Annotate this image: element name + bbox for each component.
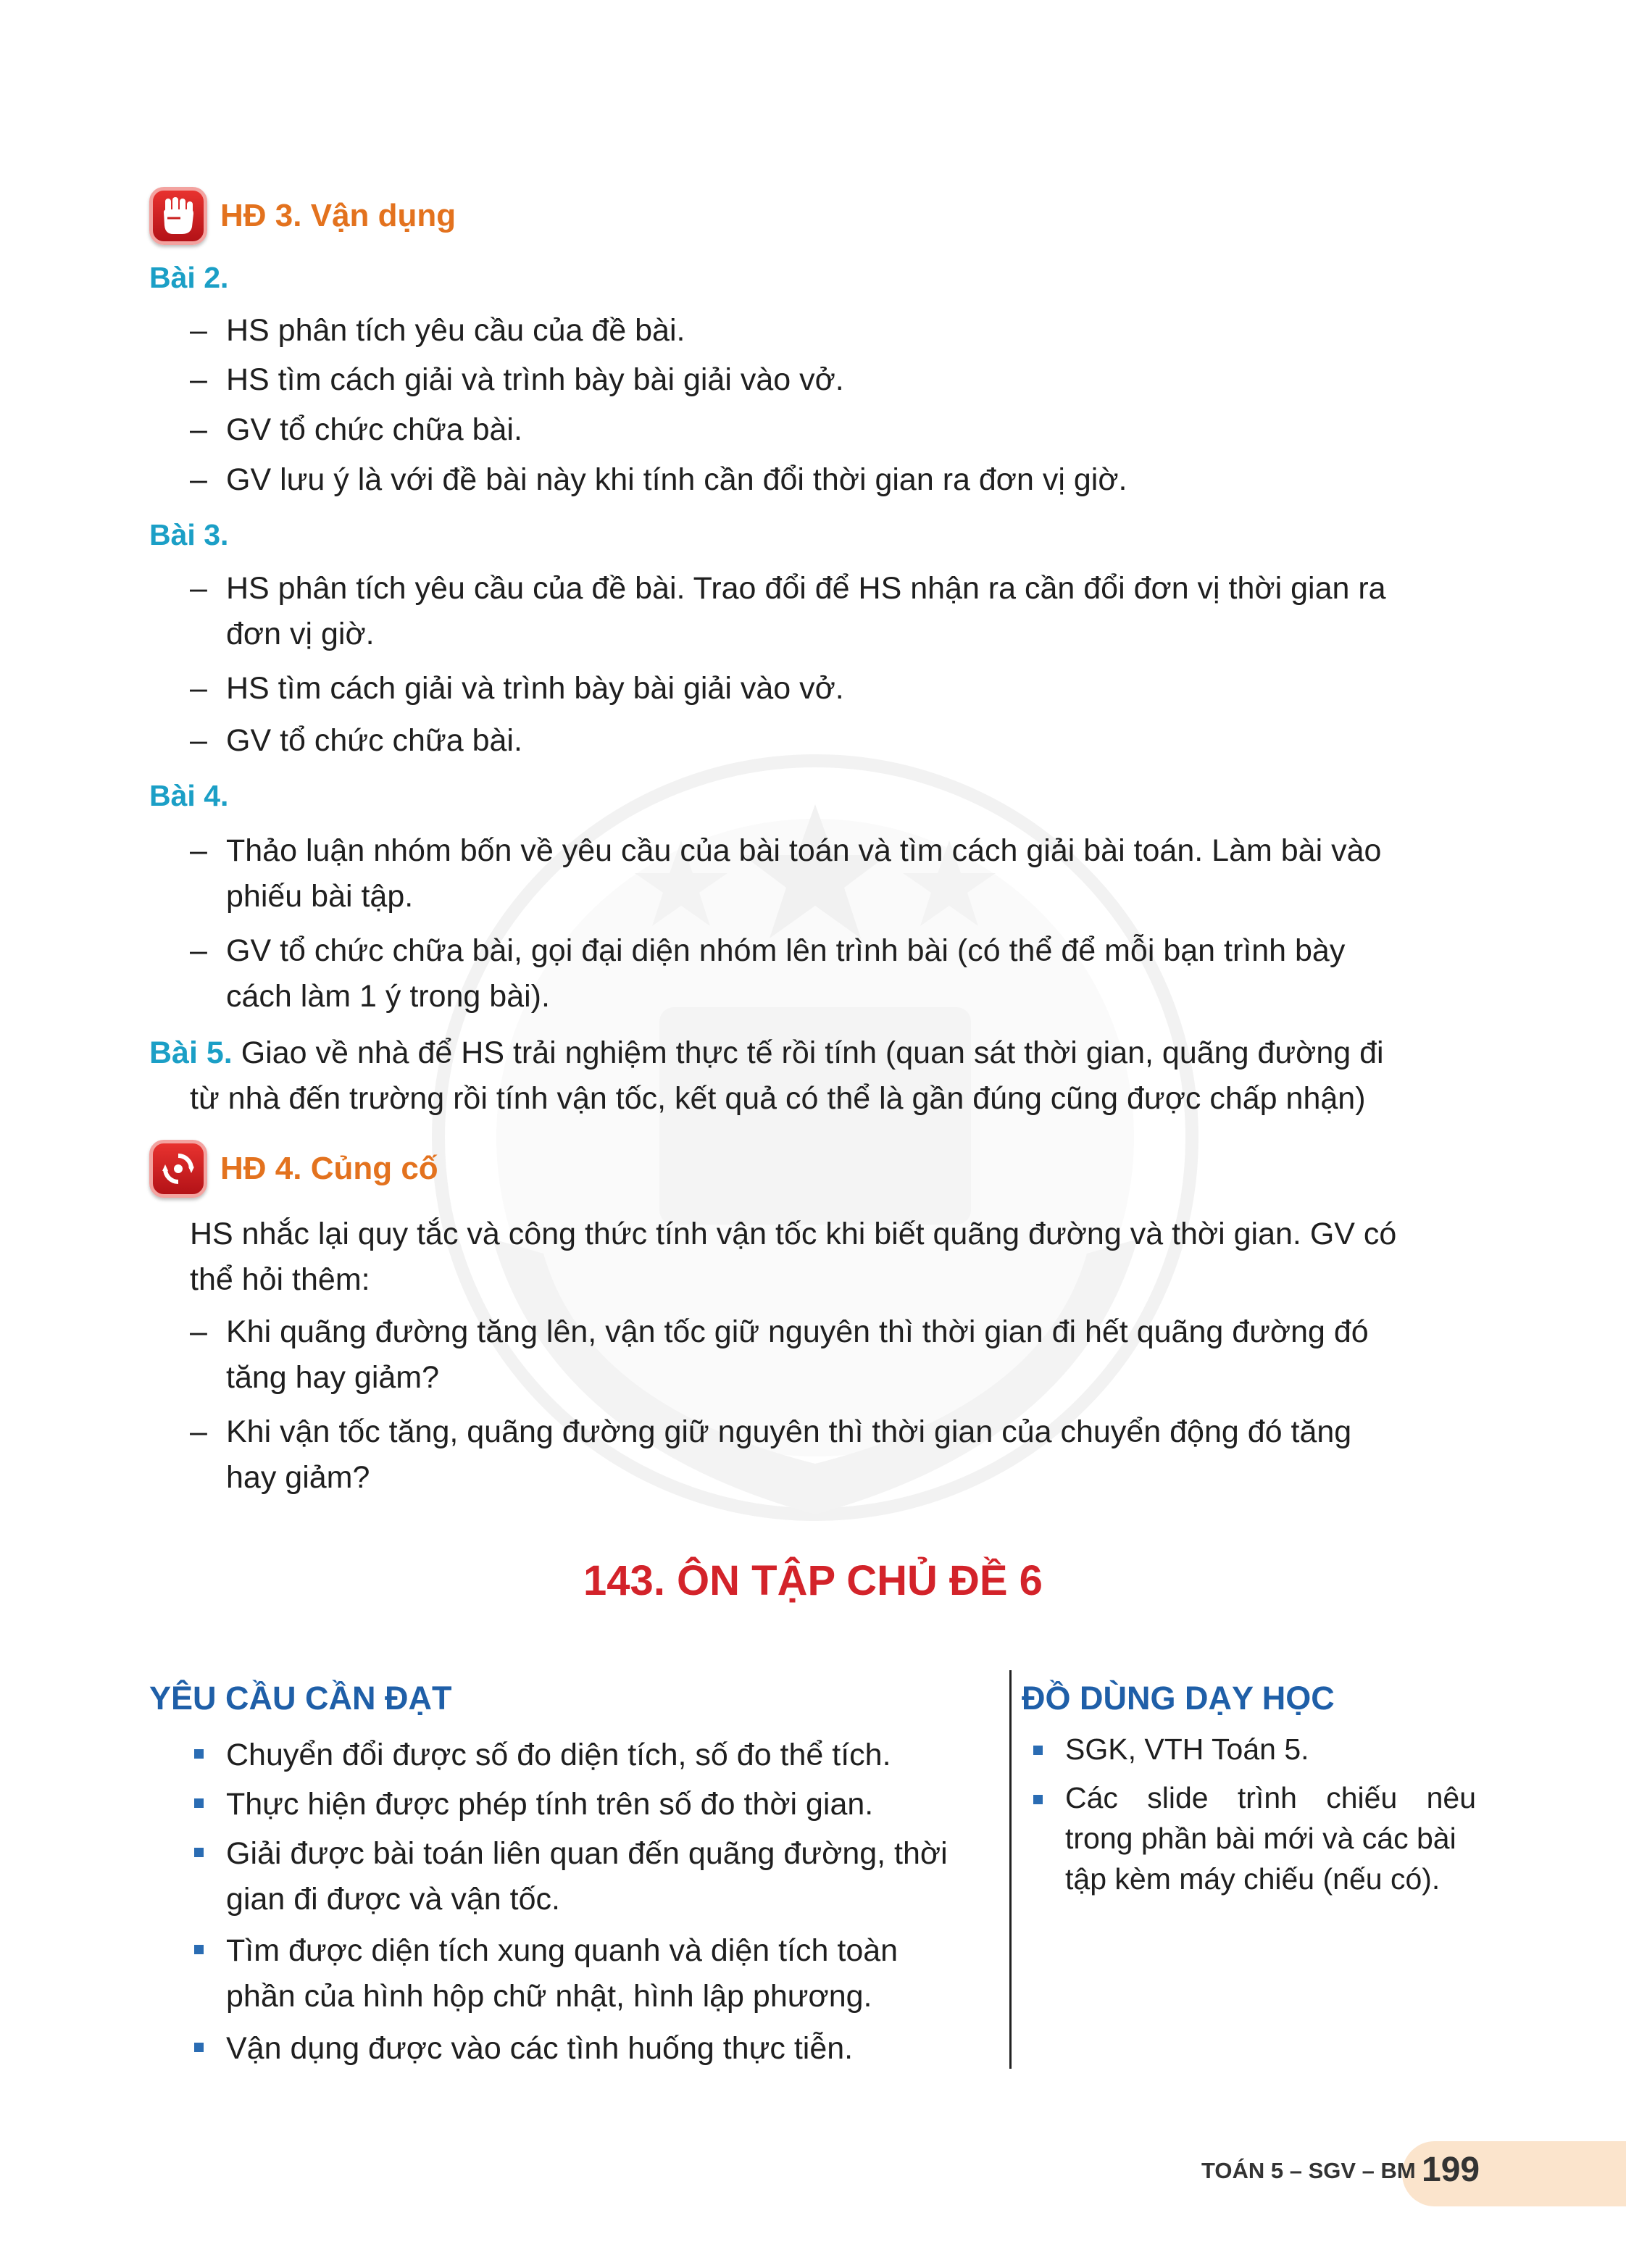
dash: – xyxy=(190,462,207,497)
dash: – xyxy=(190,571,207,606)
dash: – xyxy=(190,671,207,706)
hd3-title: HĐ 3. Vận dụng xyxy=(220,198,456,233)
bai3-item-1-line1: HS phân tích yêu cầu của đề bài. Trao đổi để HS nhận ra cần đổi đơn vị thời gian ra xyxy=(226,571,1386,606)
refresh-cycle-icon xyxy=(149,1140,207,1198)
footer-book-label: TOÁN 5 – SGV – BM xyxy=(1201,2158,1416,2183)
raised-fist-icon xyxy=(149,187,207,245)
bai5-line2: từ nhà đến trường rồi tính vận tốc, kết quả có thể là gần đúng cũng được chấp nhận) xyxy=(190,1081,1366,1116)
yeu-cau-item-4-line2: phần của hình hộp chữ nhật, hình lập phương. xyxy=(226,1979,872,2014)
bai4-item-1-line1: Thảo luận nhóm bốn về yêu cầu của bài toán và tìm cách giải bài toán. Làm bài vào xyxy=(226,833,1382,868)
bai4-label: Bài 4. xyxy=(149,779,229,812)
do-dung-item-2-line1: Các slide trình chiếu nêu xyxy=(1065,1781,1476,1814)
column-divider xyxy=(1009,1670,1012,2069)
square-bullet-icon xyxy=(1033,1795,1043,1804)
square-bullet-icon xyxy=(194,1848,204,1857)
bai2-item-3: GV tổ chức chữa bài. xyxy=(226,412,522,447)
do-dung-heading: ĐỒ DÙNG DẠY HỌC xyxy=(1022,1680,1335,1717)
page-number: 199 xyxy=(1422,2151,1480,2189)
bai5-text: Giao về nhà để HS trải nghiệm thực tế rồi tính (quan sát thời gian, quãng đường đi xyxy=(241,1035,1384,1070)
do-dung-item-2-line3: tập kèm máy chiếu (nếu có). xyxy=(1065,1862,1441,1896)
do-dung-item-1: SGK, VTH Toán 5. xyxy=(1065,1733,1309,1766)
yeu-cau-item-1: Chuyển đổi được số đo diện tích, số đo thể tích. xyxy=(226,1738,891,1772)
square-bullet-icon xyxy=(1033,1746,1043,1755)
bai2-item-1: HS phân tích yêu cầu của đề bài. xyxy=(226,313,685,348)
bai3-item-3: GV tổ chức chữa bài. xyxy=(226,723,522,758)
bai4-item-1-line2: phiếu bài tập. xyxy=(226,879,414,914)
square-bullet-icon xyxy=(194,1749,204,1759)
dash: – xyxy=(190,313,207,348)
hd4-item-1-line1: Khi quãng đường tăng lên, vận tốc giữ nguyên thì thời gian đi hết quãng đường đó xyxy=(226,1314,1369,1349)
bai5-line1 xyxy=(149,1030,1384,1076)
bai5-label: Bài 5. xyxy=(149,1035,233,1070)
hd4-item-2-line1: Khi vận tốc tăng, quãng đường giữ nguyên thì thời gian của chuyển động đó tăng xyxy=(226,1414,1352,1449)
dash: – xyxy=(190,933,207,968)
dash: – xyxy=(190,1314,207,1349)
bai3-item-2: HS tìm cách giải và trình bày bài giải vào vở. xyxy=(226,671,844,706)
bai2-item-4: GV lưu ý là với đề bài này khi tính cần đổi thời gian ra đơn vị giờ. xyxy=(226,462,1127,497)
hd4-heading xyxy=(149,1140,438,1198)
hd4-title: HĐ 4. Củng cố xyxy=(220,1151,438,1186)
hd3-heading xyxy=(149,187,456,245)
bai2-label: Bài 2. xyxy=(149,261,229,294)
square-bullet-icon xyxy=(194,1798,204,1808)
hd4-item-1-line2: tăng hay giảm? xyxy=(226,1360,440,1395)
hd4-item-2-line2: hay giảm? xyxy=(226,1460,370,1495)
dash: – xyxy=(190,412,207,447)
bai3-item-1-line2: đơn vị giờ. xyxy=(226,617,375,651)
square-bullet-icon xyxy=(194,1945,204,1954)
yeu-cau-item-2: Thực hiện được phép tính trên số đo thời gian. xyxy=(226,1787,874,1822)
dash: – xyxy=(190,833,207,868)
yeu-cau-item-5: Vận dụng được vào các tình huống thực tiễn. xyxy=(226,2031,854,2066)
dash: – xyxy=(190,1414,207,1449)
hd4-intro-line2: thể hỏi thêm: xyxy=(190,1262,370,1297)
bai2-item-2: HS tìm cách giải và trình bày bài giải vào vở. xyxy=(226,362,844,397)
yeu-cau-heading: YÊU CẦU CẦN ĐẠT xyxy=(149,1680,452,1717)
section-title: 143. ÔN TẬP CHỦ ĐỀ 6 xyxy=(583,1557,1043,1604)
dash: – xyxy=(190,362,207,397)
yeu-cau-item-3-line1: Giải được bài toán liên quan đến quãng đường, thời xyxy=(226,1836,948,1871)
do-dung-item-2-line2: trong phần bài mới và các bài xyxy=(1065,1822,1456,1855)
bai3-label: Bài 3. xyxy=(149,518,229,551)
yeu-cau-item-4-line1: Tìm được diện tích xung quanh và diện tích toàn xyxy=(226,1933,899,1968)
square-bullet-icon xyxy=(194,2043,204,2052)
bai4-item-2-line2: cách làm 1 ý trong bài). xyxy=(226,979,550,1014)
yeu-cau-item-3-line2: gian đi được và vận tốc. xyxy=(226,1882,560,1917)
dash: – xyxy=(190,723,207,758)
hd4-intro-line1: HS nhắc lại quy tắc và công thức tính vận tốc khi biết quãng đường và thời gian. GV có xyxy=(190,1217,1397,1251)
bai4-item-2-line1: GV tổ chức chữa bài, gọi đại diện nhóm lên trình bài (có thể để mỗi bạn trình bày xyxy=(226,933,1346,968)
